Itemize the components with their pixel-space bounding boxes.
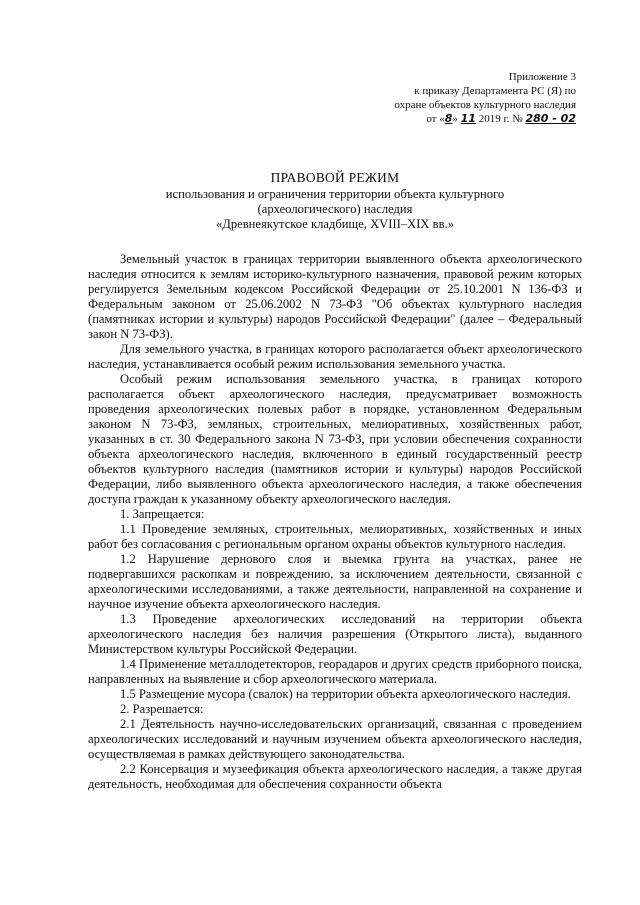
- item-1-5: 1.5 Размещение мусора (свалок) на территории объекта археологического наследия.: [120, 687, 571, 701]
- title-sub-2: (археологического) наследия: [257, 202, 413, 216]
- appendix-line-3: охране объектов культурного наследия: [394, 99, 576, 111]
- date-prefix: от «: [426, 113, 445, 125]
- item-1-1: 1.1 Проведение земляных, строительных, мелиоративных, хозяйственных и иных работ без согласования с региональным органом охраны объектов культурного наследия.: [88, 522, 582, 551]
- appendix-header: [88, 70, 576, 126]
- paragraph-regime-details: Особый режим использования земельного участка, в границах которого располагается объект археологического наследия, предусматривает возможность проведения археологических полевых работ в порядке, установленном Федеральным законом N 73-ФЗ, земляных, строительных, мелиоративных, хозяйственных работ, указанных в ст. 30 Федерального закона N 73-ФЗ, при условии обеспечения сохранности объекта археологического наследия, включенного в единый государственный реестр объектов культурного наследия (памятников истории и культуры) народов Российской Федерации, либо выявленного объекта археологического наследия, а также обеспечения доступа граждан к указанному объекту археологического наследия.: [88, 372, 582, 506]
- item-2-1: 2.1 Деятельность научно-исследовательских организаций, связанная с проведением археологических исследований и научным изучением объекта археологического наследия, осуществляемая в рамках действующего законодательства.: [88, 717, 582, 761]
- title-main: ПРАВОВОЙ РЕЖИМ: [270, 170, 400, 185]
- order-date-line: [88, 112, 576, 126]
- document-body: [88, 252, 582, 792]
- section-prohibited-heading: 1. Запрещается:: [120, 507, 205, 521]
- title-sub-3: «Древнеякутское кладбище, XVIII–XIX вв.»: [215, 217, 455, 231]
- appendix-line-1: Приложение 3: [508, 71, 576, 83]
- section-allowed-heading: 2. Разрешается:: [120, 702, 204, 716]
- item-1-2: 1.2 Нарушение дернового слоя и выемка грунта на участках, ранее не подвергавшихся раскопкам и повреждению, за исключением деятельности, связанной с археологическими исследованиями, а также деятельности, направленной на сохранение и научное изучение объекта археологического наследия.: [88, 552, 582, 611]
- paragraph-land-plot: Земельный участок в границах территории выявленного объекта археологического наследия относится к землям историко-культурного назначения, правовой режим которых регулируется Земельным кодексом Российской Федерации от 25.10.2001 N 136-ФЗ и Федеральным законом от 25.06.2002 N 73-ФЗ "Об объектах культурного наследия (памятниках истории и культуры) народов Российской Федерации" (далее – Федеральный закон N 73-ФЗ).: [88, 252, 582, 341]
- item-2-2: 2.2 Консервация и музеефикация объекта археологического наследия, а также другая деятельность, необходимая для обеспечения сохранности объекта: [88, 762, 582, 791]
- item-1-3: 1.3 Проведение археологических исследований на территории объекта археологического наследия без наличия разрешения (Открытого листа), выданного Министерством культуры Российской Федерации.: [88, 612, 582, 656]
- date-mid: »: [452, 113, 461, 125]
- document-title: [88, 170, 582, 232]
- order-day: 8: [444, 112, 453, 125]
- order-month: 11: [460, 112, 476, 125]
- title-sub-1: использования и ограничения территории объекта культурного: [165, 187, 505, 201]
- order-number: 280 - 02: [525, 112, 576, 125]
- paragraph-special-regime: Для земельного участка, в границах которого располагается объект археологического наследия, устанавливается особый режим использования земельного участка.: [88, 342, 582, 371]
- date-year: 2019 г. №: [475, 113, 526, 125]
- appendix-line-2: к приказу Департамента РС (Я) по: [414, 85, 576, 97]
- item-1-4: 1.4 Применение металлодетекторов, георадаров и других средств приборного поиска, направленных на выявление и сбор археологического материала.: [88, 657, 582, 686]
